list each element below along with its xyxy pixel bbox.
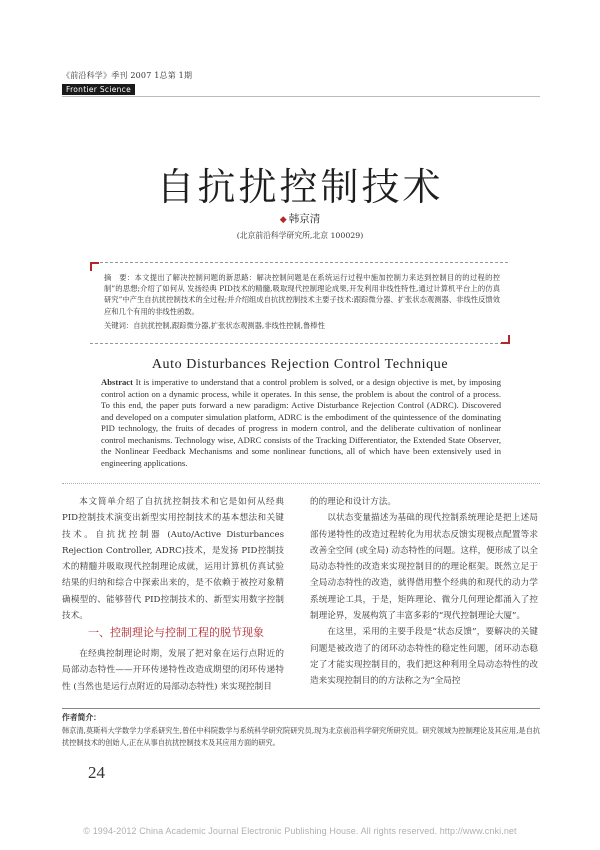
copyright-notice: © 1994-2012 China Academic Journal Electronic Publishing House. All rights reserved. http://www.cnki.net <box>83 826 517 836</box>
chinese-abstract <box>104 272 500 317</box>
modern-control-paragraph: 以状态变量描述为基础的现代控制系统理论是把上述局部传递特性的改造过程转化为用状态反馈实现极点配置等求改善全空间 (或全局) 动态特性的问题。这样，便形成了以全局动态特性的改造来实现控制目的的理论框架。既然立足于全局动态特性的改造，就得借用整个经典的和现代的动力学系统理论工具，于是，矩阵理论、微分几何理论都涌入了控制理论界，发展构筑了丰富多彩的“现代控制理论大厦”。 <box>310 513 538 622</box>
diamond-icon: ◆ <box>279 215 287 225</box>
footnote-label: 作者简介： <box>62 713 101 722</box>
journal-issue-line: 《前沿科学》季刊 2007 1总第 1期 <box>62 71 193 80</box>
english-abstract <box>101 377 501 469</box>
footnote-text: 韩京清,莫斯科大学数学力学系研究生,曾任中科院数学与系统科学研究院研究员,现为北京前沿科学研究所研究员。研究领域为控制理论及其应用,是自抗扰控制技术的创始人,正在从事自抗扰控制技术及其应用方面的研究。 <box>62 726 540 747</box>
keywords-label: 关键词： <box>104 321 134 330</box>
english-title: Auto Disturbances Rejection Control Technique <box>151 357 449 372</box>
abstract-label: 摘 要： <box>104 273 135 282</box>
article-title: 自抗扰控制技术 <box>156 165 444 209</box>
chinese-keywords <box>104 320 500 331</box>
section-heading: 一、控制理论与控制工程的脱节现象 <box>88 626 264 639</box>
continued-paragraph: 的的理论和设计方法。 <box>310 497 396 507</box>
keywords-text: 自抗扰控制,跟踪微分器,扩张状态观测器,非线性控制,鲁棒性 <box>133 321 325 330</box>
affiliation: (北京前沿科学研究所,北京 100029) <box>236 231 364 240</box>
section1-paragraph: 在经典控制理论时期，发展了把对象在运行点附近的局部动态特性——开环传递特性改造成期望的闭环传递特性 (当然也是运行点附近的局部动态特性) 来实现控制目 <box>62 649 284 692</box>
english-abstract-text: It is imperative to understand that a control problem is solved, or a design objective is met, by imposing control action on a dynamic process, while it operates. In this sense, the problem is about the control of a process. To this end, the paper puts forward a new paradigm: Active Disturbance Rejection Control (ADRC). Discovered and developed on a computer simulation platform, ADRC is the embodiment of the quintessence of the dominating PID technology, the fruits of decades of progress in modern control, and the deliberate cultivation of nonlinear control mechanisms. Technology wise, ADRC consists of the Tracking Differentiator, the Extended State Observer, the Nonlinear Feedback Mechanisms and some nonlinear functions, all of which have been extensively used in engineering applications. <box>101 377 501 468</box>
page-number: 24 <box>88 763 105 782</box>
author-name: 韩京清 <box>288 213 321 225</box>
abstract-corner-top-left <box>90 262 99 271</box>
abstract-separator <box>62 483 540 484</box>
author-line <box>0 211 600 226</box>
abstract-corner-bottom-right <box>501 335 510 344</box>
abstract-text: 本文提出了解决控制问题的新思路：解决控制问题是在系统运行过程中施加控制力来达到控制目的的过程的控制”的思想;介绍了如何从 发扬经典 PID技术的精髓,吸取现代控制理论成果,开发利用非线性特性,通过计算机平台上的仿真研究”中产生自抗扰控制技术的全过程;并介绍组成自抗扰控制技术主要子技术:跟踪微分器、扩张状态观测器、非线性反馈效应和几个有用的非线性函数。 <box>104 273 501 316</box>
header-rule <box>62 96 540 97</box>
body-right-column <box>310 494 538 690</box>
footnote-rule <box>62 708 540 709</box>
english-abstract-label: Abstract <box>101 377 133 387</box>
state-feedback-paragraph: 在这里，采用的主要手段是“状态反馈”，要解决的关键问题是被改造了的闭环动态特性的稳定性问题，闭环动态稳定了才能实现控制目的，我们把这种利用全局动态特性的改造来实现控制目的的方法称之为“全局控 <box>310 627 538 687</box>
series-tag: Frontier Science <box>62 84 135 95</box>
body-left-column-section <box>62 646 284 695</box>
body-left-column-intro <box>62 494 284 624</box>
intro-paragraph: 本文简单介绍了自抗扰控制技术和它是如何从经典PID控制技术演变出新型实用控制技术的基本想法和关键技术。自抗扰控制器 (Auto/Active Disturbances Rejection Controller, ADRC)技术，是发扬 PID控制技术的精髓并吸取现代控制理论成就，运用计算机仿真试验结果的归纳和综合中探索出来的，是不依赖于被控对象精确模型的、能够替代 PID控制技术的、新型实用数字控制技术。 <box>62 497 284 622</box>
